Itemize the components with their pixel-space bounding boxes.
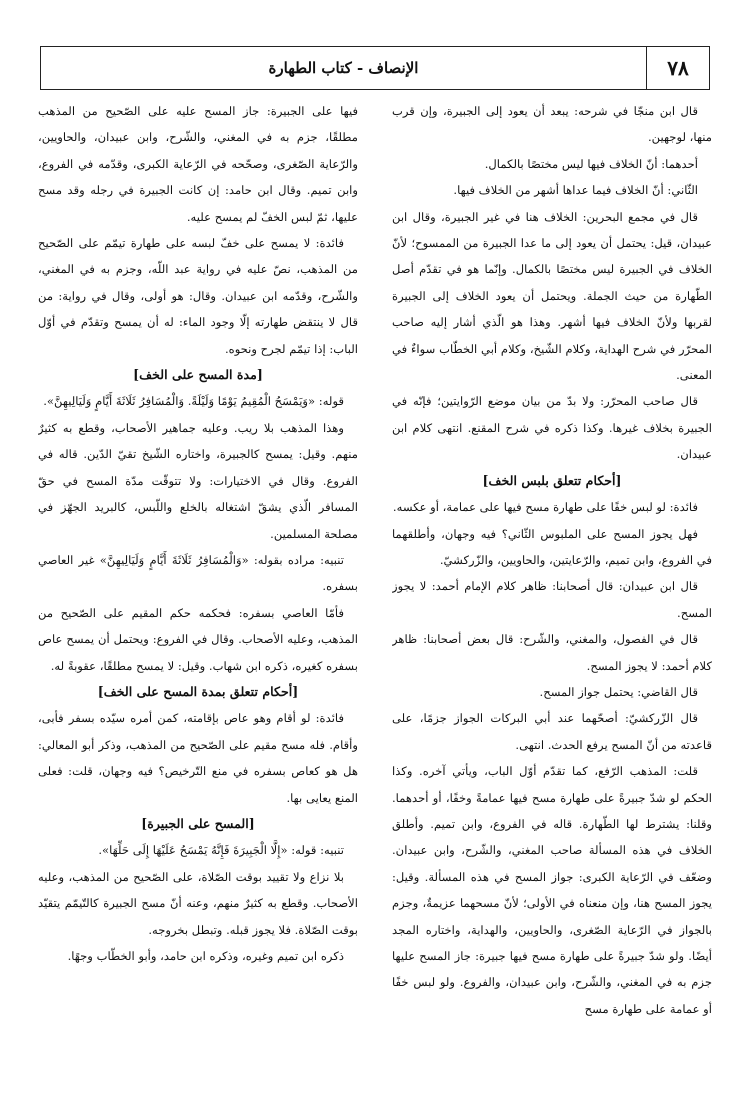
paragraph: الثّاني: أنّ الخلاف فيما عداها أشهر من الخلاف فيها.: [453, 183, 698, 198]
paragraph: تنبيه: قوله: «إِلَّا الْجَبِيرَةَ فَإِنَّهُ يَمْسَحُ عَلَيْهَا إِلَى حَلِّهَا».: [98, 843, 344, 858]
paragraph: قوله: «وَيَمْسَحُ الْمُقِيمُ يَوْمًا وَلَيْلَةً. وَالْمُسَافِرُ ثَلَاثَةَ أَيَّامٍ وَلَيَالِيهِنَّ».: [43, 394, 344, 409]
section-heading: [أحكام تتعلق بمدة المسح على الخف]: [97, 683, 299, 699]
left-column: [38, 98, 358, 1098]
paragraph: قال الزّركشيّ: أصحّهما عند أبي البركات الجواز جزمًا، على قاعدته من أنّ المسح يرفع الحدث. انتهى.: [392, 711, 712, 752]
page-header: [40, 46, 710, 90]
paragraph: فهل يجوز المسح على الملبوس الثّاني؟ فيه وجهان، وأطلقهما في الفروع، وابن تميم، والرّعايتين، والحاويين، والزّركشيّ.: [392, 526, 712, 567]
section-heading: [المسح على الجبيرة]: [141, 815, 255, 831]
right-column: [392, 98, 712, 1098]
paragraph: فائدة: لو لبس خفًا على طهارة مسح فيها على عمامة، أو عكسه.: [392, 500, 698, 515]
paragraph: وهذا المذهب بلا ريب. وعليه جماهير الأصحاب، وقطع به كثيرٌ منهم. وقيل: يمسح كالجبيرة، واختاره الشّيخ تقيّ الدّين. قاله في الفروع. وقال في الاختيارات: ولا تتوقّت مدّة المسح في حقّ المسافر الّذي يشقّ اشتغاله بالخلع واللّبس، كالبريد الجهّز في مصلحة المسلمين.: [38, 420, 358, 541]
paragraph: قال في الفصول، والمغني، والشّرح: قال بعض أصحابنا: ظاهر كلام أحمد: لا يجوز المسح.: [392, 632, 712, 673]
paragraph: فائدة: لو أقام وهو عاص بإقامته، كمن أمره سيّده بسفر فأبى، وأقام. فله مسح مقيم على الصّحيح من المذهب، وذكر أبو المعالي: هل هو كعاص بسفره في منع التّرخيص؟ فيه وجهان، قلت: فعلى المنع يعايى بها.: [38, 711, 358, 805]
paragraph: فأمّا العاصي بسفره: فحكمه حكم المقيم على الصّحيح من المذهب، وعليه الأصحاب. وقال في الفروع: ويحتمل أن يمسح عاص بسفره كغيره، ذكره ابن شهاب. وقيل: لا يمسح مطلقًا، عقوبةً له.: [38, 605, 358, 673]
section-heading: [أحكام تتعلق بلبس الخف]: [482, 472, 622, 488]
paragraph: فيها على الجبيرة: جاز المسح عليه على الصّحيح من المذهب مطلقًا، جزم به في المغني، والشّرح، وابن عبيدان، والحاويين، والرّعاية الصّغرى، وصحّحه في الرّعاية الكبرى، وقدّمه في الفروع، وابن تميم. وقال ابن حامد: إن كانت الجبيرة في رجله وقد مسح عليها، ثمّ لبس الخفّ لم يمسح عليه.: [38, 104, 358, 224]
paragraph: ذكره ابن تميم وغيره، وذكره ابن حامد، وأبو الخطّاب وجهًا.: [67, 949, 344, 963]
paragraph: قلت: المذهب الرّفع، كما تقدّم أوّل الباب، ويأتي آخره. وكذا الحكم لو شدّ جبيرةً على طهارة مسح فيها عمامةً وخفًا، أو أحدهما. وقلنا: يشترط لها الطّهارة. قاله في الفروع، وابن تميم. وأطلق الخلاف في هذه المسألة صاحب المغني، والشّرح، وابن عبيدان. وضعّف في الرّعاية الكبرى: جواز المسح في هذه المسألة. وقيل: يجوز المسح هنا، وإن منعناه في الأولى؛ لأنّ مسحهما عزيمةٌ، وجزم بالجواز في الرّعاية الصّغرى، والحاويين، والهداية، واختاره المجد أيضًا. ولو شدّ جبيرةً على طهارة مسح فيها جبيرة: جاز المسح عليها جزم به في المغني، والشّرح، وابن عبيدان، والفروع. ولو لبس خفًا أو عمامة على طهارة مسح: [392, 764, 712, 1016]
paragraph: فائدة: لا يمسح على خفّ لبسه على طهارة تيمّم على الصّحيح من المذهب، نصّ عليه في رواية عبد اللّه، وجزم به في المغني، والشّرح، وقدّمه ابن عبيدان. وقال: هو أولى، وقال في رواية: من قال لا ينتقض طهارته إلّا وجود الماء: له أن يمسح وتقدّم في أوّل الباب: إذا تيمّم لجرح ونحوه.: [38, 236, 358, 356]
paragraph: أحدهما: أنّ الخلاف فيها ليس مختصًا بالكمال.: [484, 156, 698, 171]
paragraph: تنبيه: مراده بقوله: «وَالْمُسَافِرُ ثَلَاثَةَ أَيَّامٍ وَلَيَالِيهِنَّ» غير العاصي بسفره.: [38, 552, 358, 594]
page-number: ٧٨: [646, 47, 709, 89]
text-columns: [38, 98, 712, 1098]
paragraph: قال صاحب المحرّر: ولا بدّ من بيان موضع الرّوايتين؛ فإنّه في الجبيرة بخلاف غيرها. وكذا ذكره في شرح المقنع. انتهى كلام ابن عبيدان.: [392, 394, 712, 462]
paragraph: قال ابن عبيدان: قال أصحابنا: ظاهر كلام الإمام أحمد: لا يجوز المسح.: [392, 579, 712, 620]
paragraph: بلا نزاع ولا تقييد بوقت الصّلاة، على الصّحيح من المذهب، وعليه الأصحاب. وقطع به كثيرٌ منهم، وعنه أنّ مسح الجبيرة كالتّيمّم يتقيّد بوقت الصّلاة. فلا يجوز قبله. وتبطل بخروجه.: [38, 869, 358, 937]
paragraph: قال القاضي: يحتمل جواز المسح.: [539, 684, 698, 699]
section-heading: [مدة المسح على الخف]: [133, 367, 263, 383]
paragraph: قال في مجمع البحرين: الخلاف هنا في غير الجبيرة، وقال ابن عبيدان، قيل: يحتمل أن يعود إلى ما عدا الجبيرة من الممسوح؛ لأنّ الخلاف في الجبيرة ليس مختصًا بالكمال. وإنّما هو في تقدّم أصل الطّهارة من حيث الجملة. ويحتمل أن يعود الخلاف إلى الجبيرة لقربها ولأنّ الخلاف فيها أشهر. وهذا هو الّذي أشار إليه صاحب المحرّر في شرح الهداية، وكلام الشّيخ، وكلام أبي الخطّاب سواءٌ في المعنى.: [392, 209, 712, 383]
paragraph: قال ابن منجّا في شرحه: يبعد أن يعود إلى الجبيرة، وإن قرب منها، لوجهين.: [392, 104, 712, 145]
running-title: الإنصاف - كتاب الطهارة: [268, 59, 419, 77]
